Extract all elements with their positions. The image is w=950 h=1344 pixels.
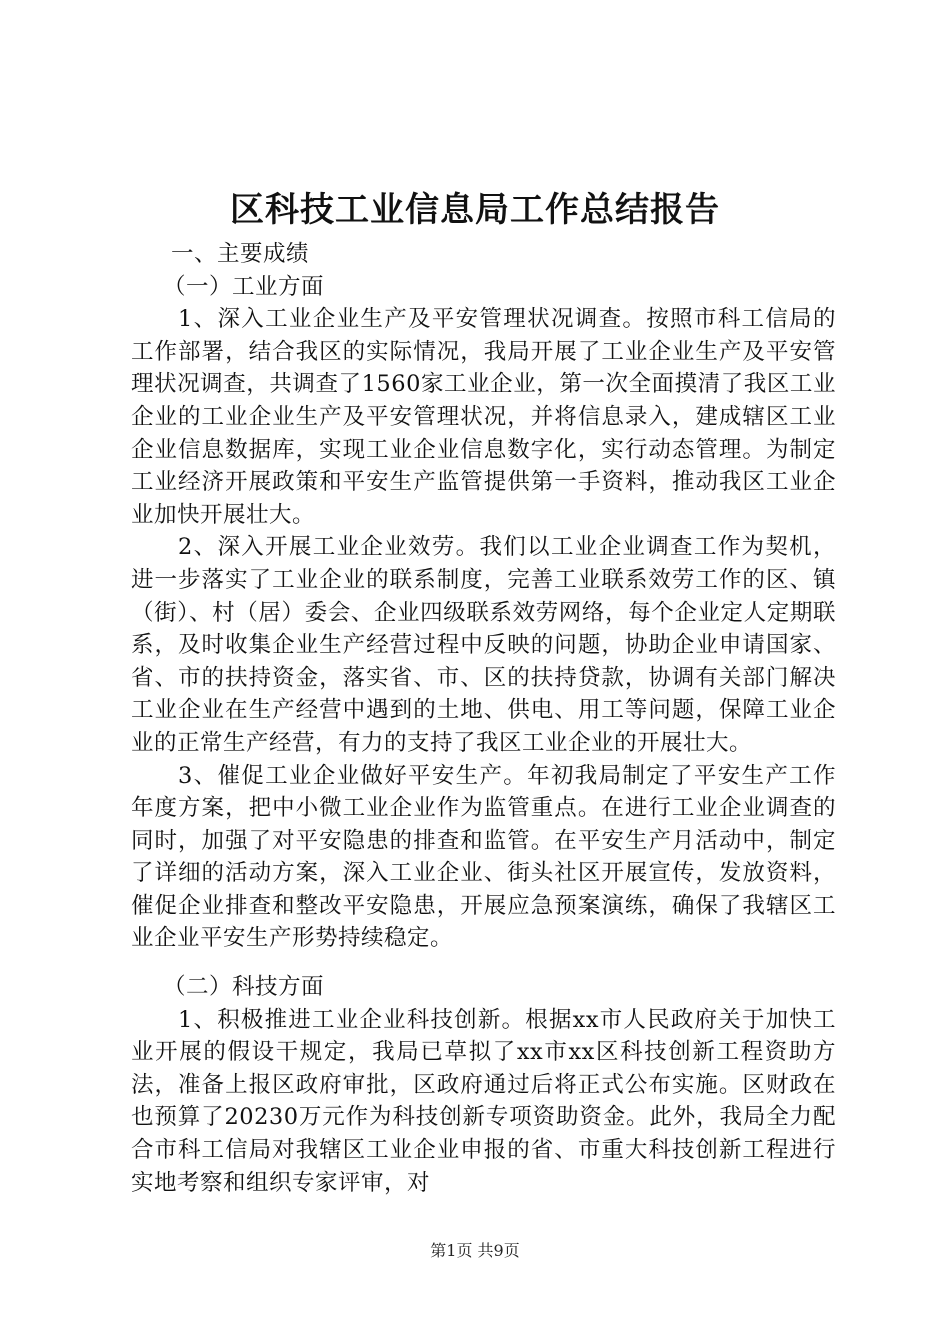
section-heading: 一、主要成绩 [171,241,310,267]
paragraph: 1、积极推进工业企业科技创新。根据xx市人民政府关于加快工业开展的假设干规定，我局已草拟了xx市xx区科技创新工程资助方法，准备上报区政府审批，区政府通过后将正式公布实施。区财政在也预算了20230万元作为科技创新专项资助资金。此外，我局全力配合市科工信局对我辖区工业企业申报的省、市重大科技创新工程进行实地考察和组织专家评审，对 [131,1006,836,1196]
paragraph: 3、催促工业企业做好平安生产。年初我局制定了平安生产工作年度方案，把中小微工业企业作为监管重点。在进行工业企业调查的同时，加强了对平安隐患的排查和监管。在平安生产月活动中，制定了详细的活动方案，深入工业企业、街头社区开展宣传，发放资料，催促企业排查和整改平安隐患，开展应急预案演练，确保了我辖区工业企业平安生产形势持续稳定。 [131,762,836,952]
document-body [131,238,836,1199]
document-title: 区科技工业信息局工作总结报告 [230,190,720,230]
paragraph: 1、深入工业企业生产及平安管理状况调查。按照市科工信局的工作部署，结合我区的实际情况，我局开展了工业企业生产及平安管理状况调查，共调查了1560家工业企业，第一次全面摸清了我区工业企业的工业企业生产及平安管理状况，并将信息录入，建成辖区工业企业信息数据库，实现工业企业信息数字化，实行动态管理。为制定工业经济开展政策和平安生产监管提供第一手资料，推动我区工业企业加快开展壮大。 [131,306,836,528]
subsection-heading: （二）科技方面 [163,974,325,1001]
subsection-heading: （一）工业方面 [163,273,325,300]
paragraph: 2、深入开展工业企业效劳。我们以工业企业调查工作为契机，进一步落实了工业企业的联系制度，完善工业联系效劳工作的区、镇（街）、村（居）委会、企业四级联系效劳网络，每个企业定人定期联系，及时收集企业生产经营过程中反映的问题，协助企业申请国家、省、市的扶持资金，落实省、市、区的扶持贷款，协调有关部门解决工业企业在生产经营中遇到的土地、供电、用工等问题，保障工业企业的正常生产经营，有力的支持了我区工业企业的开展壮大。 [131,534,836,756]
paragraph-spacer [131,955,836,971]
page-footer: 第1页 共9页 [430,1241,520,1260]
